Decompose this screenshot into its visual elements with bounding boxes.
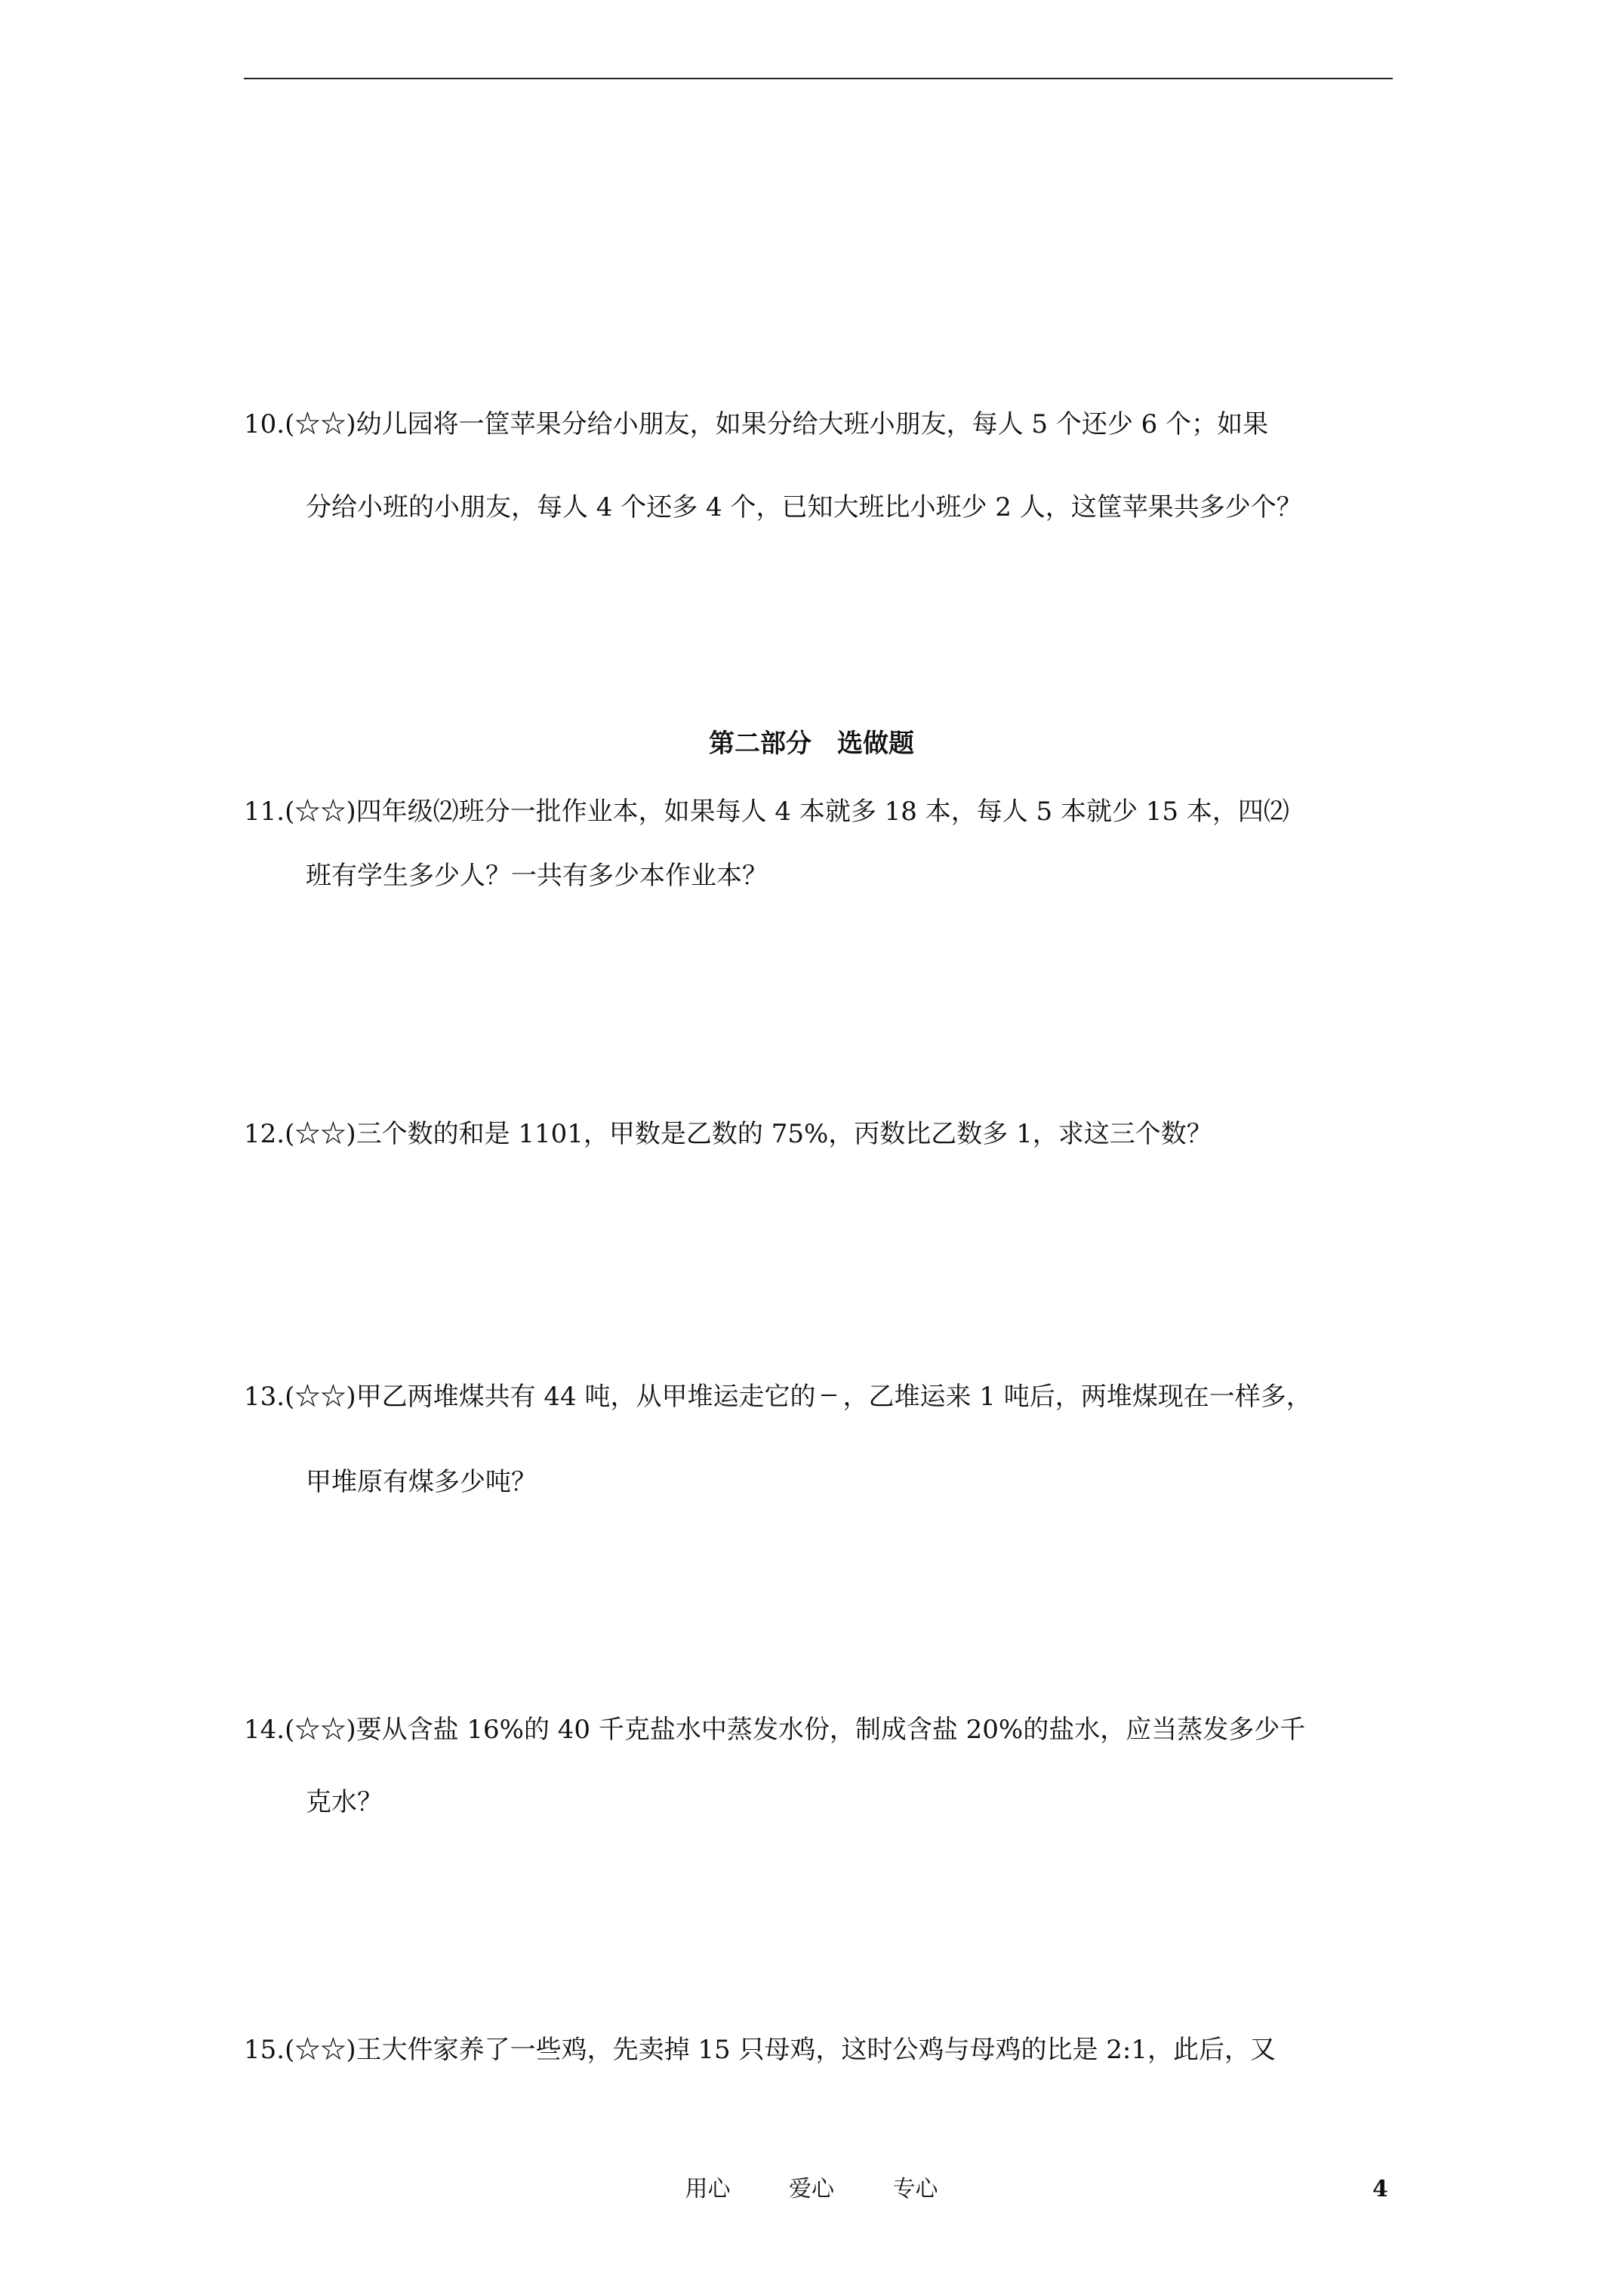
question-15-line-1: 15.(☆☆)王大件家养了一些鸡，先卖掉 15 只母鸡，这时公鸡与母鸡的比是 2:1，此后，又	[244, 2035, 1277, 2065]
footer-motto-3: 专心	[892, 2176, 938, 2202]
header-rule	[244, 78, 1393, 79]
question-11-line-2: 班有学生多少人？一共有多少本作业本？	[306, 861, 768, 891]
question-12-line-1: 12.(☆☆)三个数的和是 1101，甲数是乙数的 75%，丙数比乙数多 1，求这三个数？	[244, 1119, 1212, 1149]
section-title: 第二部分 选做题	[709, 729, 914, 759]
footer-motto-1: 用心	[685, 2176, 731, 2202]
question-13-line-1	[244, 1379, 1312, 1415]
question-11-line-1: 11.(☆☆)四年级⑵班分一批作业本，如果每人 4 本就多 18 本，每人 5 本就少 15 本，四⑵	[244, 797, 1289, 827]
question-14-line-1: 14.(☆☆)要从含盐 16%的 40 千克盐水中蒸发水份，制成含盐 20%的盐水，应当蒸发多少千	[244, 1715, 1306, 1745]
page-number: 4	[1372, 2176, 1388, 2202]
question-13-line-2: 甲堆原有煤多少吨？	[306, 1467, 537, 1497]
question-14-line-2: 克水？	[306, 1787, 383, 1817]
question-10-line-2: 分给小班的小朋友，每人 4 个还多 4 个，已知大班比小班少 2 人，这筐苹果共多少个？	[306, 492, 1302, 522]
footer-motto-2: 爱心	[789, 2176, 834, 2202]
question-10-line-1: 10.(☆☆)幼儿园将一筐苹果分给小朋友，如果分给大班小朋友，每人 5 个还少 6 个；如果	[244, 409, 1269, 439]
fraction-bar	[821, 1395, 836, 1396]
question-13-text-after-fraction: ，乙堆运来 1 吨后，两堆煤现在一样多，	[842, 1382, 1312, 1412]
question-13-text-before-fraction: 13.(☆☆)甲乙两堆煤共有 44 吨，从甲堆运走它的	[244, 1382, 816, 1412]
